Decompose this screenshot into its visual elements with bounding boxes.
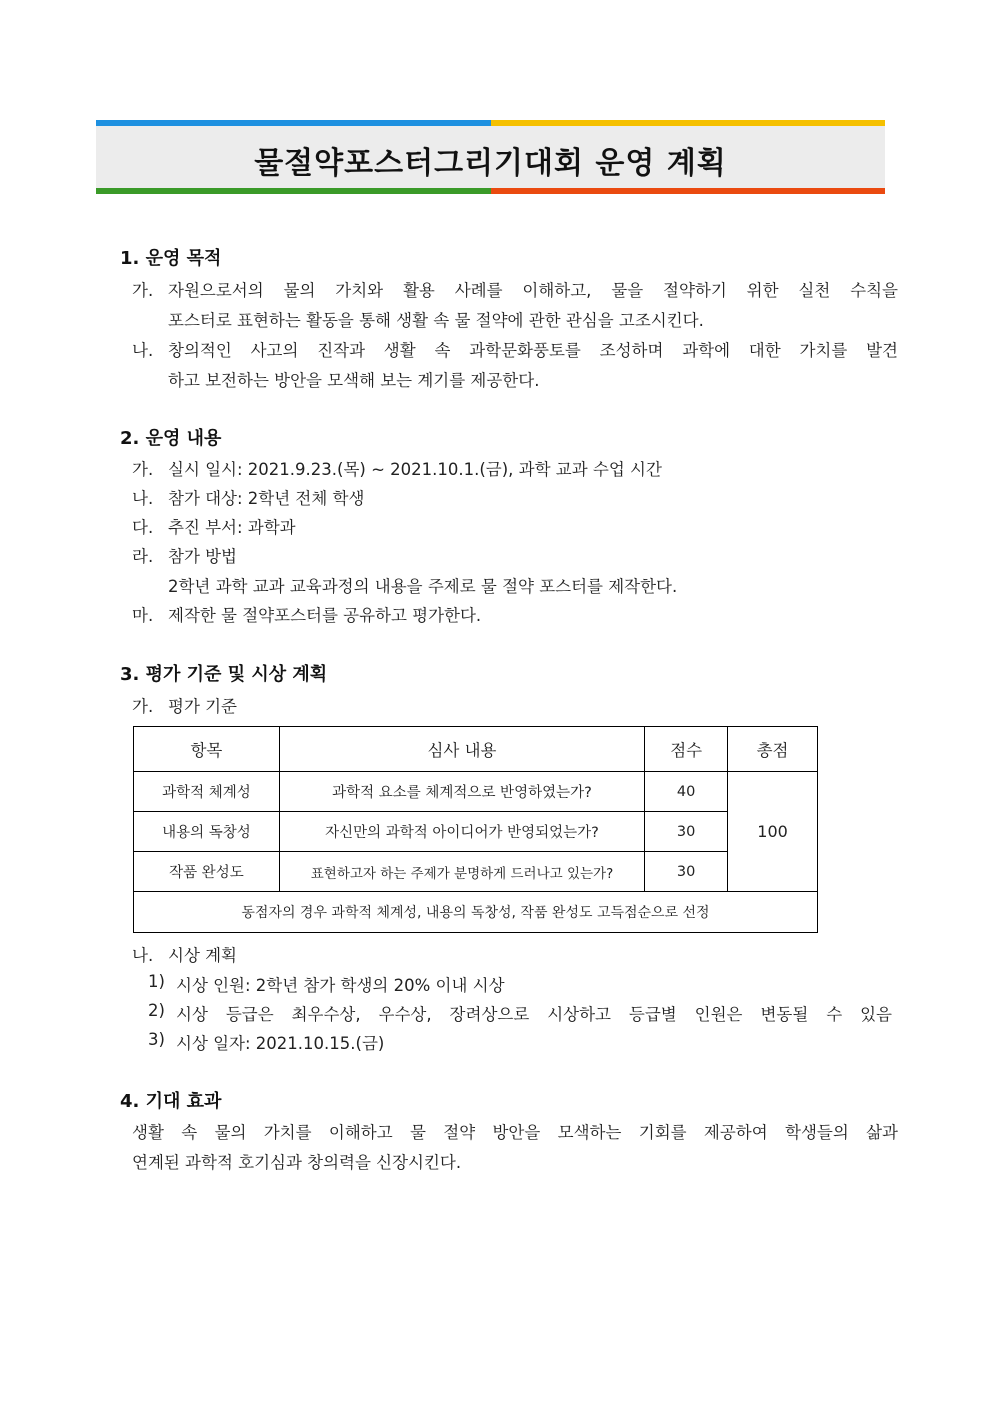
table-note-row: [134, 892, 818, 933]
title-banner: [96, 120, 885, 194]
section2-item-a-text: 실시 일시: 2021.9.23.(목) ~ 2021.10.1.(금), 과학 교과 수업 시간: [168, 460, 662, 479]
section2-heading: 2. 운영 내용: [120, 428, 222, 449]
row-item: 과학적 체계성: [134, 772, 280, 812]
section4-line2: 연계된 과학적 호기심과 창의력을 신장시킨다.: [132, 1153, 462, 1172]
header-score: 점수: [645, 727, 728, 772]
section3-sub-a-marker: 가.: [132, 697, 154, 716]
section2-item-e-text: 제작한 물 절약포스터를 공유하고 평가한다.: [168, 606, 482, 625]
section2-item-c-marker: 다.: [132, 518, 154, 537]
banner-bar-green: [96, 188, 491, 194]
section1-item-a-line2: 포스터로 표현하는 활동을 통해 생활 속 물 절약에 관한 관심을 고조시킨다.: [168, 311, 704, 330]
section4-heading: 4. 기대 효과: [120, 1091, 222, 1112]
total-score: 100: [728, 772, 818, 892]
row-content: 자신만의 과학적 아이디어가 반영되었는가?: [279, 812, 644, 852]
section4-line1: 생활 속 물의 가치를 이해하고 물 절약 방안을 모색하는 기회를 제공하여 학생들의 삶과: [132, 1123, 898, 1142]
award-item-2-text: 시상 등급은 최우수상, 우수상, 장려상으로 시상하고 등급별 인원은 변동될 수 있음: [176, 1005, 892, 1024]
row-item: 작품 완성도: [134, 852, 280, 892]
section2-item-a-marker: 가.: [132, 460, 154, 479]
award-item-1-text: 시상 인원: 2학년 참가 학생의 20% 이내 시상: [176, 976, 505, 995]
section1-item-b-line2: 하고 보전하는 방안을 모색해 보는 계기를 제공한다.: [168, 371, 540, 390]
row-content: 표현하고자 하는 주제가 분명하게 드러나고 있는가?: [279, 852, 644, 892]
banner-bar-yellow: [491, 120, 885, 126]
section2-item-c-text: 추진 부서: 과학과: [168, 518, 296, 537]
award-item-2-marker: 2): [148, 1001, 165, 1020]
section1-item-a-line1: 자원으로서의 물의 가치와 활용 사례를 이해하고, 물을 절약하기 위한 실천 수칙을: [168, 281, 898, 300]
section3-sub-b-marker: 나.: [132, 946, 154, 965]
banner-bar-orange: [491, 188, 885, 194]
section3-heading: 3. 평가 기준 및 시상 계획: [120, 664, 328, 685]
section2-item-e-marker: 마.: [132, 606, 154, 625]
banner-bar-blue: [96, 120, 491, 126]
section3-sub-a-text: 평가 기준: [168, 697, 238, 716]
section1-item-b-marker: 나.: [132, 341, 154, 360]
section2-item-b-text: 참가 대상: 2학년 전체 학생: [168, 489, 365, 508]
section3-sub-b-text: 시상 계획: [168, 946, 238, 965]
award-item-3-text: 시상 일자: 2021.10.15.(금): [176, 1034, 385, 1053]
section2-item-b-marker: 나.: [132, 489, 154, 508]
row-content: 과학적 요소를 체계적으로 반영하였는가?: [279, 772, 644, 812]
page-title: 물절약포스터그리기대회 운영 계획: [254, 146, 727, 181]
table-header-row: [134, 727, 818, 772]
tie-break-note: 동점자의 경우 과학적 체계성, 내용의 독창성, 작품 완성도 고득점순으로 선정: [134, 892, 818, 933]
table-row: [134, 772, 818, 812]
section2-participation-detail: 2학년 과학 교과 교육과정의 내용을 주제로 물 절약 포스터를 제작한다.: [168, 577, 678, 596]
row-item: 내용의 독창성: [134, 812, 280, 852]
section2-item-d-text: 참가 방법: [168, 547, 238, 566]
row-score: 40: [645, 772, 728, 812]
header-total: 총점: [728, 727, 818, 772]
table-row: [134, 812, 818, 852]
row-score: 30: [645, 812, 728, 852]
section1-item-b-line1: 창의적인 사고의 진작과 생활 속 과학문화풍토를 조성하며 과학에 대한 가치를 발견: [168, 341, 898, 360]
row-score: 30: [645, 852, 728, 892]
section2-item-d-marker: 라.: [132, 547, 154, 566]
header-item: 항목: [134, 727, 280, 772]
award-item-3-marker: 3): [148, 1030, 165, 1049]
section1-heading: 1. 운영 목적: [120, 248, 222, 269]
evaluation-criteria-table: [133, 726, 818, 933]
award-item-1-marker: 1): [148, 972, 165, 991]
table-row: [134, 852, 818, 892]
header-content: 심사 내용: [279, 727, 644, 772]
section1-item-a-marker: 가.: [132, 281, 154, 300]
